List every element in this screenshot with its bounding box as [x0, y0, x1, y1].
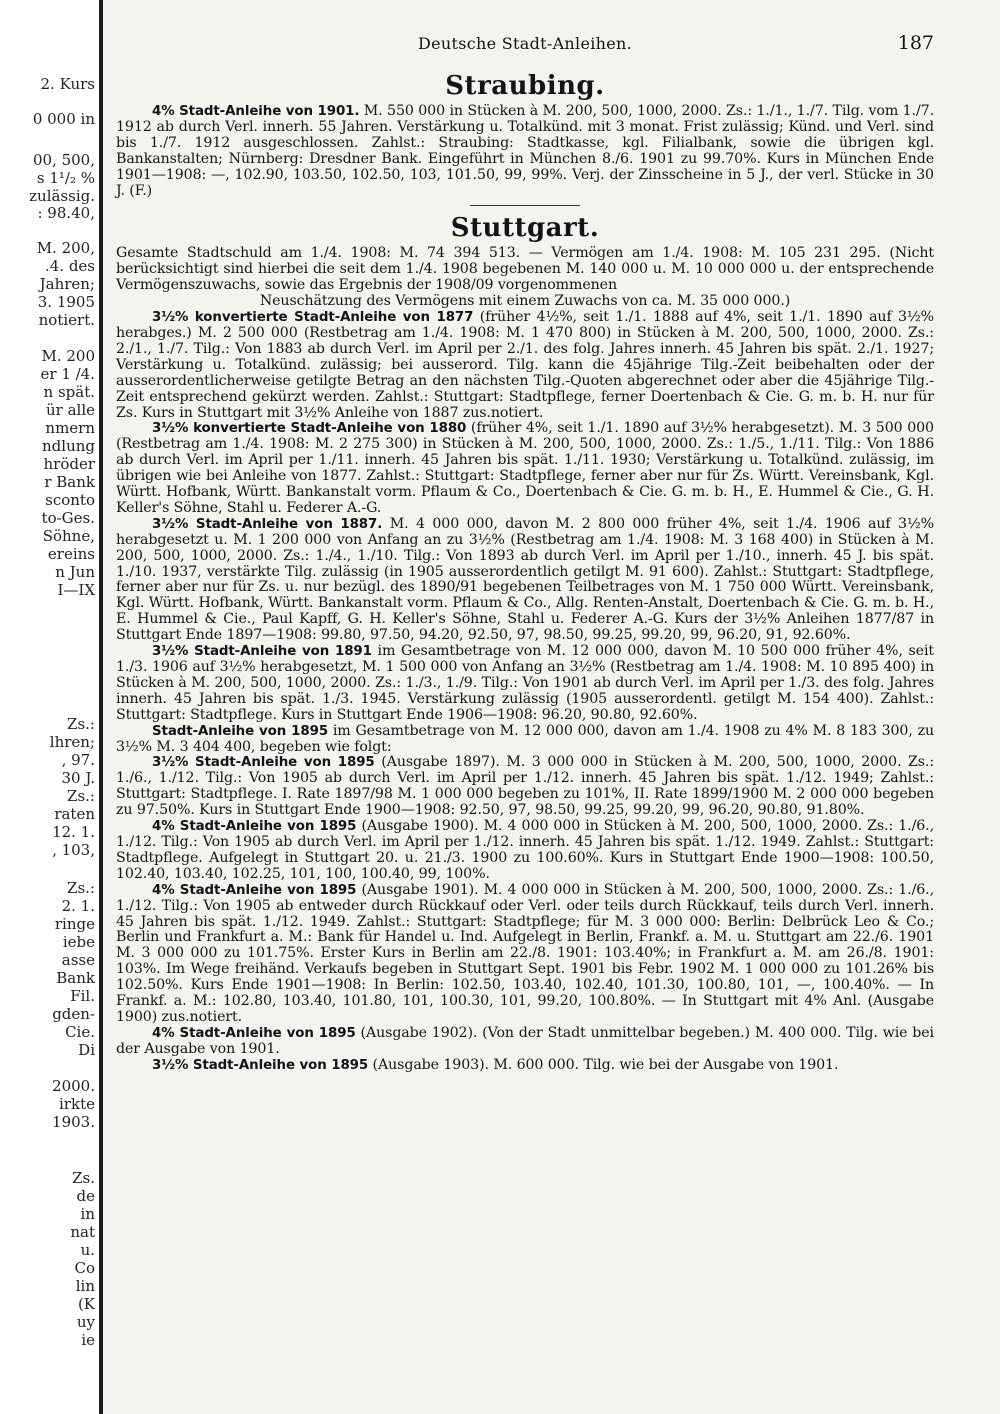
- section-straubing: [116, 72, 934, 199]
- loan-heading: 3½% konvertierte Stadt-Anleihe von 1880: [152, 421, 467, 437]
- margin-text-fragment: in: [80, 1205, 95, 1223]
- loan-heading: 4% Stadt-Anleihe von 1895: [152, 1025, 356, 1041]
- loan-entry: [116, 755, 934, 819]
- loan-text: (Ausgabe 1897). M. 3 000 000 in Stücken à M. 200, 500, 1000, 2000. Zs.: 1./6., 1./12. Tilg.: Von 1905 ab durch Verl. im April per 1./12. innerh. 45 Jahren bis spät. 1./12. 1949; Zahlst.: Stuttgart: Stadtpflege. I. Rate 1897/98 M. 1 000 000 begeben zu 101%, II. Rate 1899/1900 M. 2 000 000 begeben zu 97.50%. Kurs in Stuttgart Ende 1900—1908: 92.50, 97, 98.50, 99.25, 99.20, 99, 96.20, 90.80, 91.80%.: [116, 754, 934, 819]
- margin-text-fragment: Zs.:: [67, 879, 95, 897]
- margin-text-fragment: ür alle: [45, 401, 95, 419]
- section-stuttgart: [116, 214, 934, 1073]
- debt-summary-continued: Neuschätzung des Vermögens mit einem Zuwachs von ca. M. 35 000 000.): [259, 293, 791, 310]
- loan-text: (Ausgabe 1902). (Von der Stadt unmittelbar begeben.) M. 400 000. Tilg. wie bei der Ausgabe von 1901.: [116, 1024, 934, 1057]
- margin-text-fragment: , 97.: [61, 751, 95, 769]
- margin-text-fragment: 2. Kurs: [40, 75, 95, 93]
- running-head: [116, 32, 934, 58]
- loan-heading: 3½% Stadt-Anleihe von 1887.: [152, 516, 383, 532]
- margin-text-fragment: Zs.: [72, 1169, 95, 1187]
- margin-text-fragment: Fil.: [70, 987, 95, 1005]
- page-number: 187: [897, 32, 934, 54]
- margin-text-fragment: 2000.: [52, 1077, 95, 1095]
- margin-text-fragment: ie: [81, 1331, 95, 1349]
- loan-heading: 4% Stadt-Anleihe von 1901.: [152, 104, 360, 119]
- margin-text-fragment: Bank: [56, 969, 95, 987]
- loan-entry: [116, 1026, 934, 1058]
- margin-text-fragment: uy: [76, 1313, 95, 1331]
- margin-text-fragment: n spät.: [43, 383, 95, 401]
- margin-text-fragment: Co: [74, 1259, 95, 1277]
- margin-text-fragment: sconto: [45, 491, 95, 509]
- loan-entry: [116, 310, 934, 421]
- margin-text-fragment: Jahren;: [39, 275, 95, 293]
- margin-text-fragment: irkte: [59, 1095, 95, 1113]
- margin-text-fragment: zulässig.: [29, 187, 95, 205]
- loan-entry: [116, 883, 934, 1026]
- loan-entry: [116, 421, 934, 516]
- margin-text-fragment: to-Ges.: [41, 509, 95, 527]
- loan-heading: 4% Stadt-Anleihe von 1895: [152, 882, 357, 898]
- loan-heading: Stadt-Anleihe von 1895: [152, 723, 329, 739]
- margin-text-fragment: Di: [78, 1041, 95, 1059]
- loan-entry: [116, 819, 934, 883]
- loan-text: im Gesamtbetrage von M. 12 000 000, davon M. 10 500 000 früher 4%, seit 1./3. 1906 auf 3½% herabgesetzt, M. 1 500 000 von Anfang an 3½% (Restbetrag am 1./4. 1908: M. 10 895 400) in Stücken à M. 200, 500, 1000, 2000. Zs.: 1./3., 1./9. Tilg.: Von 1901 ab durch Verl. im April per 1./3. des folg. Jahres innerh. 45 Jahren bis spät. 1./3. 1945. Verstärkung zulässig (1905 ausserordentl. getilgt M. 154 400). Zahlst.: Stuttgart: Stadtpflege. Kurs in Stuttgart Ende 1906—1908: 96.20, 90.80, 92.60%.: [116, 643, 934, 723]
- margin-text-fragment: 1903.: [52, 1113, 95, 1131]
- margin-text-fragment: M. 200,: [36, 239, 95, 257]
- margin-text-fragment: ringe: [54, 915, 95, 933]
- loan-heading: 3½% Stadt-Anleihe von 1891: [152, 644, 372, 660]
- running-head-title: Deutsche Stadt-Anleihen.: [418, 34, 632, 53]
- margin-text-fragment: .4. des: [44, 257, 95, 275]
- margin-text-fragment: n Jun: [55, 563, 95, 581]
- margin-text-fragment: M. 200: [41, 347, 95, 365]
- document-page: [116, 32, 934, 1074]
- margin-text-fragment: u.: [80, 1241, 95, 1259]
- margin-text-fragment: I—IX: [57, 581, 95, 599]
- margin-text-fragment: 30 J.: [61, 769, 95, 787]
- margin-text-fragment: de: [76, 1187, 95, 1205]
- margin-text-fragment: asse: [61, 951, 95, 969]
- margin-text-fragment: s 1¹/₂ %: [36, 169, 95, 187]
- margin-text-fragment: ereins: [47, 545, 95, 563]
- loan-entry: [116, 644, 934, 724]
- margin-text-fragment: nat: [70, 1223, 95, 1241]
- loan-text: (früher 4%, seit 1./1. 1890 auf 3½% herabgesetzt). M. 3 500 000 (Restbetrag am 1./4. 1908: M. 2 275 300) in Stücken à M. 200, 500, 1000, 2000. Zs.: 1./5., 1./11. Tilg.: Von 1886 ab durch Verl. im April per 1./11. innerh. 45 Jahren bis spät. 1./11. 1930; Verstärkung u. Totalkünd. zulässig, im übrigen wie bei Anleihe von 1877. Zahlst.: Stuttgart: Stadtpflege, ferner aber nur für Zs. Württ. Vereinsbank, Kgl. Württ. Hofbank, Württ. Bankanstalt vorm. Pflaum & Co., Doertenbach & Cie. G. m. b. H., E. Hummel & Cie., G. H. Keller's Söhne, Stahl u. Federer A.-G.: [116, 420, 934, 516]
- loan-text: M. 550 000 in Stücken à M. 200, 500, 1000, 2000. Zs.: 1./1., 1./7. Tilg. vom 1./7. 1912 ab durch Verl. innerh. 55 Jahren. Verstärkung u. Totalkünd. mit 3 monat. Frist zulässig; Künd. und Verl. sind bis 1./7. 1912 ausgeschlossen. Zahlst.: Straubing: Stadtkasse, kgl. Filialbank, sowie die übrigen kgl. Bankanstalten; Nürnberg: Dresdner Bank. Eingeführt in München 8./6. 1901 zu 99.70%. Kurs in München Ende 1901—1908: —, 102.90, 103.50, 102.50, 103, 101.50, 99, 99%. Verj. der Zinsscheine in 5 J., der verl. Stücke in 30 J. (F.): [116, 103, 934, 199]
- margin-text-fragment: lin: [75, 1277, 95, 1295]
- margin-text-fragment: notiert.: [38, 311, 95, 329]
- loan-text: (Ausgabe 1900). M. 4 000 000 in Stücken à M. 200, 500, 1000, 2000. Zs.: 1./6., 1./12. Tilg.: Von 1905 ab durch Verl. im April per 1./12. innerh. 45 Jahren bis spät. 1./12. 1949. Zahlst.: Stuttgart: Stadtpflege. Aufgelegt in Stuttgart 20. u. 21./3. 1900 zu 100.60%. Kurs in Stuttgart Ende 1900—1908: 100.50, 102.40, 103.40, 102.25, 101, 100, 100.40, 99, 100%.: [116, 818, 934, 882]
- section-divider: [470, 205, 580, 206]
- loan-heading: 3½% konvertierte Stadt-Anleihe von 1877: [152, 310, 474, 326]
- margin-text-fragment: , 103,: [52, 841, 95, 859]
- loan-text: (früher 4½%, seit 1./1. 1888 auf 4%, seit 1./1. 1890 auf 3½% herabges.) M. 2 500 000 (Restbetrag am 1./4. 1908: M. 1 470 800) in Stücken à M. 200, 500, 1000, 2000. Zs.: 2./1., 1./7. Tilg.: Von 1883 ab durch Verl. im April per 2./1. des folg. Jahres innerh. 45 Jahren bis spät. 2./1. 1927; Verstärkung u. Totalkünd. zulässig; bei ausserord. Tilg. kann die 45jährige Tilg.-Zeit beibehalten oder der ausserordentlicherweise getilgte Betrag an den nächsten Tilg.-Quoten abgerechnet oder aber die 45jährige Tilg.-Zeit entsprechend gekürzt werden. Zahlst.: Stuttgart: Stadtpflege, ferner Doertenbach & Cie. G. m. b. H. nur für Zs. Kurs in Stuttgart mit 3½% Anleihe von 1887 zus.notiert.: [116, 309, 934, 421]
- facing-page-margin: [0, 0, 103, 1414]
- margin-text-fragment: 12. 1.: [52, 823, 95, 841]
- loan-text: (Ausgabe 1903). M. 600 000. Tilg. wie bei der Ausgabe von 1901.: [368, 1056, 839, 1073]
- margin-text-fragment: 3. 1905: [37, 293, 95, 311]
- book-spine-shadow: [99, 0, 103, 1414]
- loan-heading: 3½% Stadt-Anleihe von 1895: [152, 755, 375, 771]
- margin-text-fragment: Cie.: [65, 1023, 95, 1041]
- loan-text: (Ausgabe 1901). M. 4 000 000 in Stücken à M. 200, 500, 1000, 2000. Zs.: 1./6., 1./12. Tilg.: Von 1905 ab entweder durch Rückkauf oder Verl. oder teils durch Rückkauf, teils durch Verl. innerh. 45 Jahren bis spät. 1./12. 1949. Zahlst.: Stuttgart: Stadtpflege; für M. 3 000 000: Berlin: Delbrück Leo & Co.; Berlin und Frankfurt a. M.: Bank für Handel u. Ind. Aufgelegt in Berlin, Frankf. a. M. u. Stuttgart am 22./6. 1901 M. 3 000 000 zu 101.75%. Erster Kurs in Berlin am 22./8. 1901: 103.40%; in Frankfurt a. M. am 26./8. 1901: 103%. Im Wege freihänd. Verkaufs begeben in Stuttgart Sept. 1901 bis Febr. 1902 M. 1 000 000 zu 101.26% bis 102.50%. Kurs Ende 1901—1908: In Berlin: 102.50, 103.40, 102.40, 101.30, 100.80, 101, —, 100.40%. — In Frankf. a. M.: 102.80, 103.40, 101.80, 101, 100.30, 101, 99.20, 100.80%. — In Stuttgart mit 4% Anl. (Ausgabe 1900) zus.notiert.: [116, 881, 934, 1025]
- margin-text-fragment: r Bank: [44, 473, 95, 491]
- margin-text-fragment: nmern: [45, 419, 95, 437]
- loan-heading: 4% Stadt-Anleihe von 1895: [152, 819, 357, 835]
- margin-text-fragment: raten: [54, 805, 95, 823]
- margin-text-fragment: iebe: [62, 933, 95, 951]
- margin-text-fragment: 0 000 in: [32, 110, 95, 128]
- loan-entry: [116, 1058, 934, 1074]
- loan-heading: 3½% Stadt-Anleihe von 1895: [152, 1057, 369, 1073]
- margin-text-fragment: Zs.:: [67, 787, 95, 805]
- margin-text-fragment: 2. 1.: [61, 897, 95, 915]
- margin-text-fragment: lhren;: [49, 733, 95, 751]
- margin-text-fragment: gden-: [52, 1005, 95, 1023]
- loan-entry: [116, 104, 934, 199]
- loan-entry: [116, 517, 934, 644]
- margin-text-fragment: Zs.:: [67, 715, 95, 733]
- margin-text-fragment: 00, 500,: [32, 151, 95, 169]
- city-heading: Straubing.: [445, 71, 605, 101]
- city-heading: Stuttgart.: [450, 213, 600, 244]
- debt-summary: Gesamte Stadtschuld am 1./4. 1908: M. 74 394 513. — Vermögen am 1./4. 1908: M. 105 231 295. (Nicht berücksichtigt sind hierbei die seit dem 1./4. 1908 begebenen M. 140 000 u. M. 10 000 000 u. der entsprechende Vermögenszuwachs, sowie das Ergebnis der 1908/09 vorgenommenen: [116, 245, 934, 294]
- margin-text-fragment: (K: [77, 1295, 95, 1313]
- loan-text: M. 4 000 000, davon M. 2 800 000 früher 4%, seit 1./4. 1906 auf 3½% herabgesetzt u. M. 1 200 000 von Anfang an zu 3½% (Restbetrag am 1./4. 1908: M. 3 168 400) in Stücken à M. 200, 500, 1000, 2000. Zs.: 1./4., 1./10. Tilg.: Von 1893 ab durch Verl. im April per 1./10., innerh. 45 J. bis spät. 1./10. 1937, verstärkte Tilg. zulässig (in 1905 ausserordentlich getilgt M. 91 600). Zahlst.: Stuttgart: Stadtpflege, ferner aber nur für Zs. u. nur bezügl. des 1890/91 begebenen Teilbetrages von M. 1 750 000 Württ. Vereinsbank, Kgl. Württ. Hofbank, Württ. Bankanstalt vorm. Pflaum & Co., Allg. Renten-Anstalt, Doertenbach & Cie. G. m. b. H., E. Hummel & Cie., Paul Kapff, G. H. Keller's Söhne, Stahl u. Federer A.-G. Kurs der 3½% Anleihen 1877/87 in Stuttgart Ende 1897—1908: 99.80, 97.50, 94.20, 92.50, 97, 98.50, 99.25, 99.20, 99, 96.20, 91, 92.60%.: [116, 515, 934, 644]
- loan-entry: [116, 724, 934, 756]
- margin-text-fragment: hröder: [43, 455, 95, 473]
- margin-text-fragment: ndlung: [42, 437, 95, 455]
- margin-text-fragment: : 98.40,: [37, 204, 95, 222]
- margin-text-fragment: Söhne,: [42, 527, 95, 545]
- margin-text-fragment: er 1 /4.: [40, 365, 95, 383]
- loan-text: im Gesamtbetrage von M. 12 000 000, davon am 1./4. 1908 zu 4% M. 8 183 300, zu 3½% M. 3 404 400, begeben wie folgt:: [116, 722, 934, 755]
